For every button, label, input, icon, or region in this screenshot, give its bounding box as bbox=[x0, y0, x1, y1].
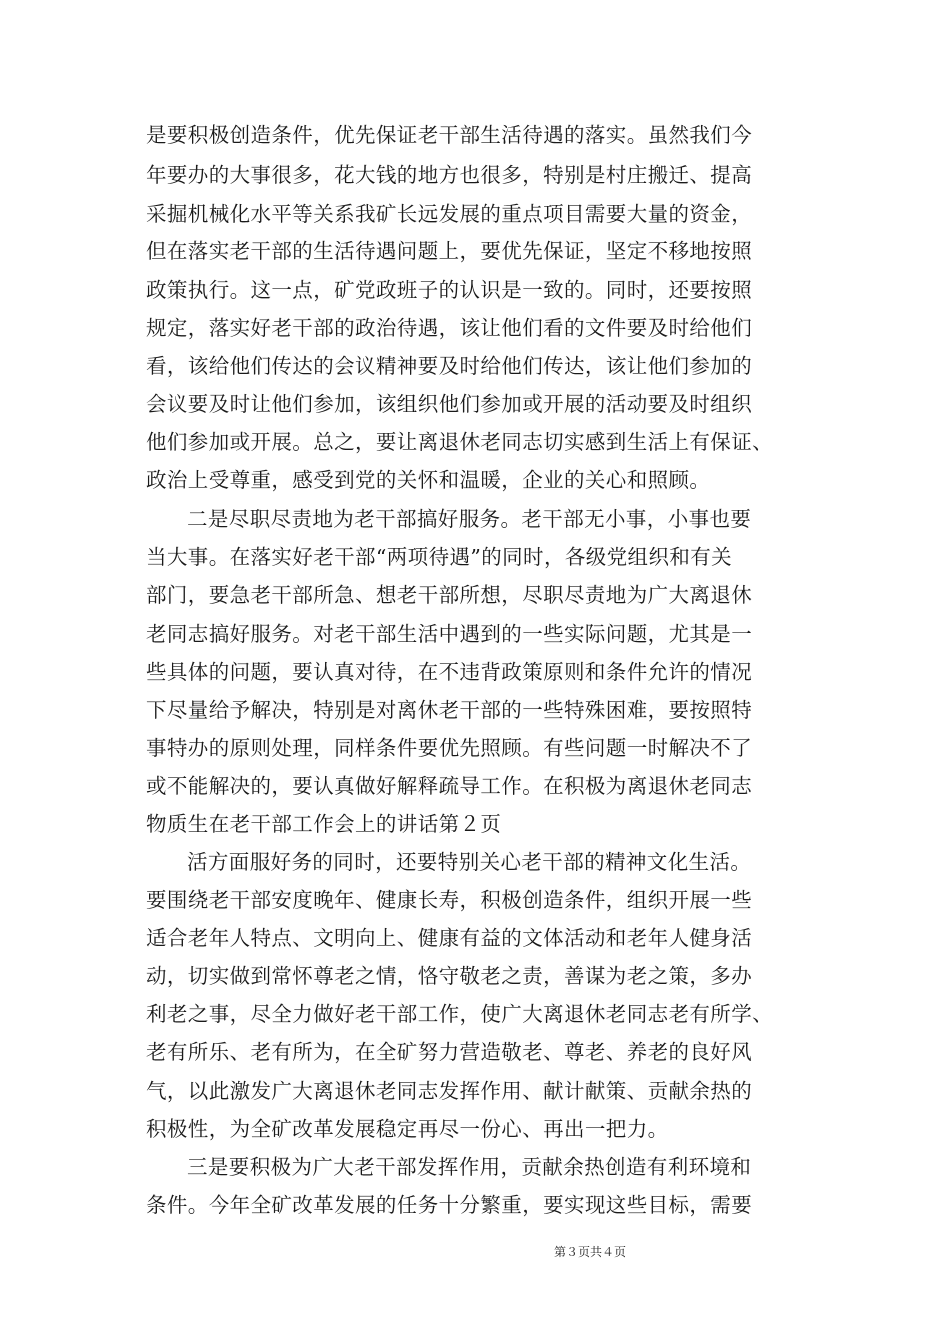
text-line: 采掘机械化水平等关系我矿长远发展的重点项目需要大量的资金， bbox=[146, 202, 753, 226]
text-line: 条件。今年全矿改革发展的任务十分繁重，要实现这些目标，需要 bbox=[146, 1193, 753, 1217]
text-line: 事特办的原则处理，同样条件要优先照顾。有些问题一时解决不了 bbox=[146, 736, 753, 760]
text-line: 年要办的大事很多，花大钱的地方也很多，特别是村庄搬迁、提高 bbox=[146, 163, 753, 187]
text-line: 下尽量给予解决，特别是对离休老干部的一些特殊困难，要按照特 bbox=[146, 698, 753, 722]
text-line: 规定，落实好老干部的政治待遇，该让他们看的文件要及时给他们 bbox=[146, 316, 753, 340]
text-line: 要围绕老干部安度晚年、健康长寿，积极创造条件，组织开展一些 bbox=[146, 888, 753, 912]
text-line: 适合老年人特点、文明向上、健康有益的文体活动和老年人健身活 bbox=[146, 926, 753, 950]
text-line: 老有所乐、老有所为，在全矿努力营造敬老、尊老、养老的良好风 bbox=[146, 1040, 753, 1064]
text-line: 政治上受尊重，感受到党的关怀和温暖，企业的关心和照顾。 bbox=[146, 468, 711, 492]
text-line: 是要积极创造条件，优先保证老干部生活待遇的落实。虽然我们今 bbox=[146, 123, 753, 147]
text-line: 动，切实做到常怀尊老之情，恪守敬老之责，善谋为老之策，多办 bbox=[146, 964, 753, 988]
paragraph-first-line: 活方面服好务的同时，还要特别关心老干部的精神文化生活。 bbox=[187, 850, 752, 874]
text-line: 气，以此激发广大离退休老同志发挥作用、献计献策、贡献余热的 bbox=[146, 1079, 753, 1103]
text-line: 但在落实老干部的生活待遇问题上，要优先保证，坚定不移地按照 bbox=[146, 239, 753, 263]
text-line: 会议要及时让他们参加，该组织他们参加或开展的活动要及时组织 bbox=[146, 392, 753, 416]
text-line: 或不能解决的，要认真做好解释疏导工作。在积极为离退休老同志 bbox=[146, 774, 753, 798]
text-line: 部门，要急老干部所急、想老干部所想，尽职尽责地为广大离退休 bbox=[146, 583, 753, 607]
text-line: 看，该给他们传达的会议精神要及时给他们传达，该让他们参加的 bbox=[146, 354, 753, 378]
page-number-footer: 第３页共４页 bbox=[553, 1245, 626, 1259]
text-line: 积极性，为全矿改革发展稳定再尽一份心、再出一把力。 bbox=[146, 1117, 669, 1141]
text-line: 物质生在老干部工作会上的讲话第２页 bbox=[146, 812, 502, 836]
paragraph-first-line: 二是尽职尽责地为老干部搞好服务。老干部无小事，小事也要 bbox=[187, 507, 752, 531]
text-line: 些具体的问题，要认真对待，在不违背政策原则和条件允许的情况 bbox=[146, 660, 753, 684]
text-line: 政策执行。这一点，矿党政班子的认识是一致的。同时，还要按照 bbox=[146, 278, 753, 302]
text-line: 老同志搞好服务。对老干部生活中遇到的一些实际问题，尤其是一 bbox=[146, 622, 753, 646]
paragraph-first-line: 三是要积极为广大老干部发挥作用，贡献余热创造有利环境和 bbox=[187, 1155, 752, 1179]
text-line: 当大事。在落实好老干部“两项待遇”的同时，各级党组织和有关 bbox=[146, 545, 733, 569]
text-line: 他们参加或开展。总之，要让离退休老同志切实感到生活上有保证、 bbox=[146, 430, 773, 454]
text-line: 利老之事，尽全力做好老干部工作，使广大离退休老同志老有所学、 bbox=[146, 1002, 773, 1026]
